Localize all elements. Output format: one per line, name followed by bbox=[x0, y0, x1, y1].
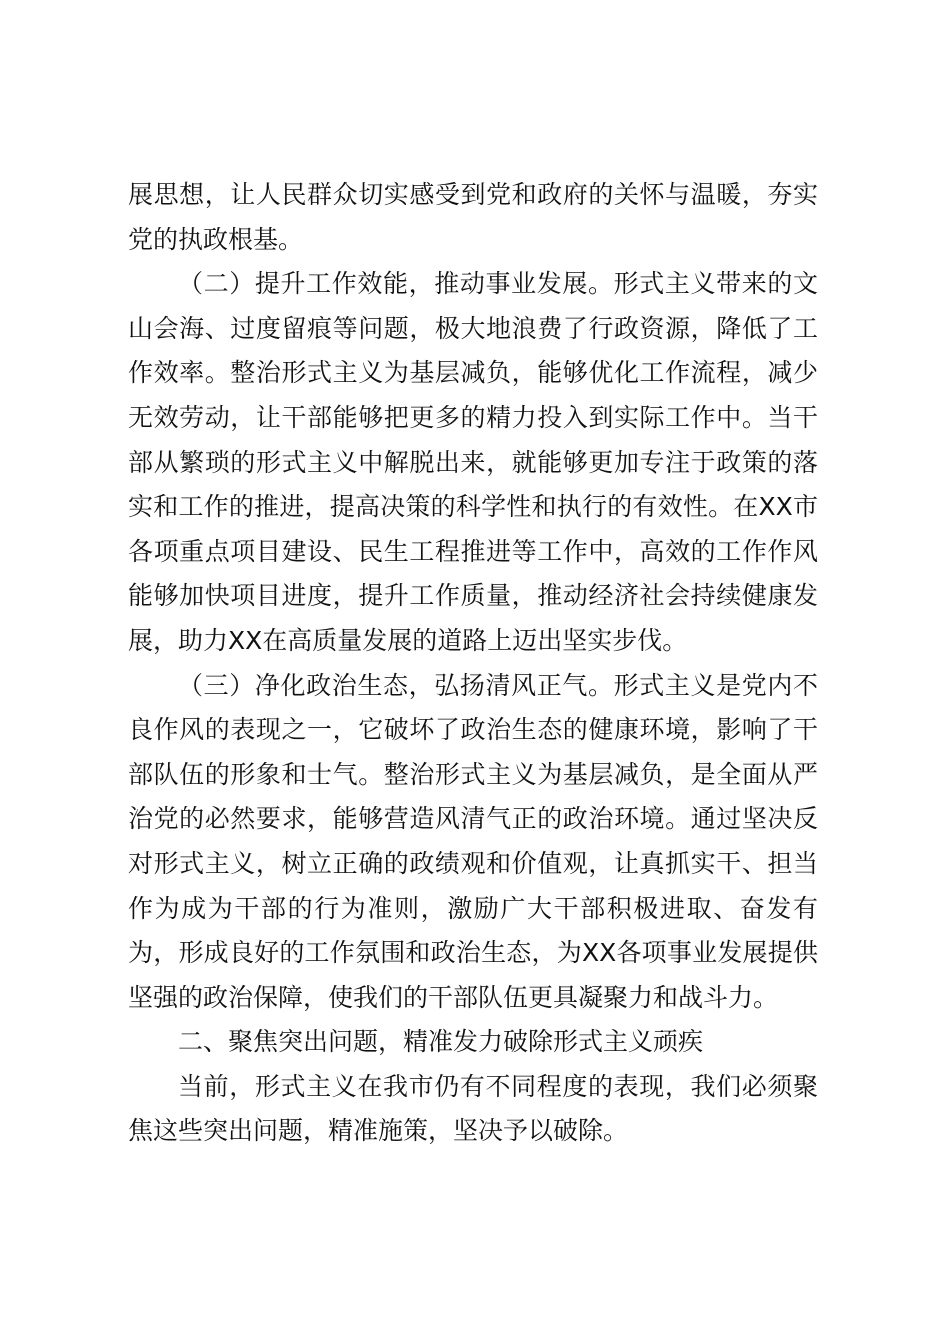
paragraph-section-three: （三）净化政治生态，弘扬清风正气。形式主义是党内不良作风的表现之一，它破坏了政治生态的健康环境，影响了干部队伍的形象和士气。整治形式主义为基层减负，是全面从严治党的必然要求，能够营造风清气正的政治环境。通过坚决反对形式主义，树立正确的政绩观和价值观，让真抓实干、担当作为成为干部的行为准则，激励广大干部积极进取、奋发有为，形成良好的工作氛围和政治生态，为XX各项事业发展提供坚强的政治保障，使我们的干部队伍更具凝聚力和战斗力。 bbox=[128, 670, 818, 1012]
paragraph-intro: 当前，形式主义在我市仍有不同程度的表现，我们必须聚焦这些突出问题，精准施策，坚决予以破除。 bbox=[128, 1071, 818, 1146]
paragraph-section-two: （二）提升工作效能，推动事业发展。形式主义带来的文山会海、过度留痕等问题，极大地浪费了行政资源，降低了工作效率。整治形式主义为基层减负，能够优化工作流程，减少无效劳动，让干部能够把更多的精力投入到实际工作中。当干部从繁琐的形式主义中解脱出来，就能够更加专注于政策的落实和工作的推进，提高决策的科学性和执行的有效性。在XX市各项重点项目建设、民生工程推进等工作中，高效的工作作风能够加快项目进度，提升工作质量，推动经济社会持续健康发展，助力XX在高质量发展的道路上迈出坚实步伐。 bbox=[128, 269, 818, 655]
document-body bbox=[128, 173, 818, 1154]
paragraph-continuation: 展思想，让人民群众切实感受到党和政府的关怀与温暖，夯实党的执政根基。 bbox=[128, 180, 818, 254]
section-heading: 二、聚焦突出问题，精准发力破除形式主义顽疾 bbox=[178, 1027, 704, 1057]
